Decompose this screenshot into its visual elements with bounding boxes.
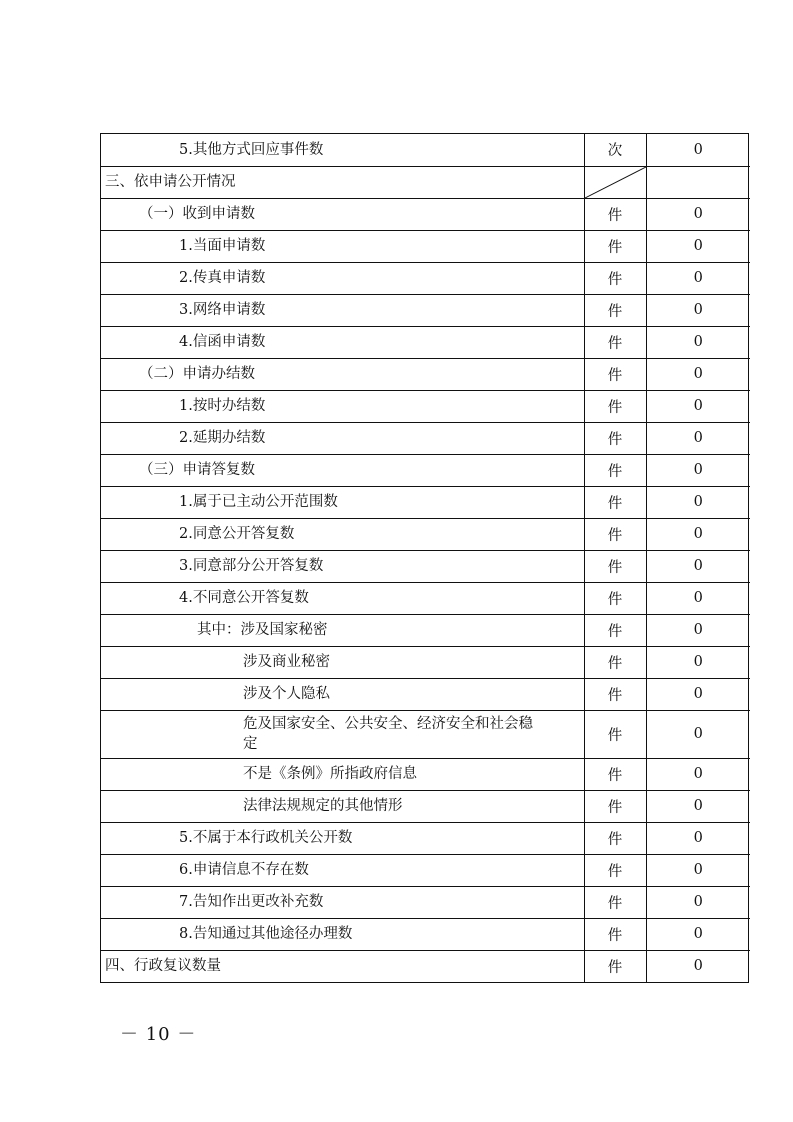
row-label: 1.按时办结数	[101, 390, 584, 422]
row-label: 2.延期办结数	[101, 422, 584, 454]
table-row	[101, 262, 750, 294]
row-label: （二）申请办结数	[101, 358, 584, 390]
row-unit: 件	[584, 646, 646, 678]
table-row	[101, 918, 750, 950]
table-row	[101, 822, 750, 854]
row-label: 其中：涉及国家秘密	[101, 614, 584, 646]
row-unit: 件	[584, 390, 646, 422]
table-row	[101, 390, 750, 422]
row-value: 0	[646, 422, 750, 454]
table-row	[101, 166, 750, 198]
row-value: 0	[646, 294, 750, 326]
row-unit: 件	[584, 886, 646, 918]
row-unit: 件	[584, 758, 646, 790]
row-unit: 件	[584, 262, 646, 294]
row-value: 0	[646, 518, 750, 550]
row-unit: 件	[584, 790, 646, 822]
table-row	[101, 422, 750, 454]
row-value: 0	[646, 582, 750, 614]
row-value	[646, 166, 750, 198]
row-label: 5.不属于本行政机关公开数	[101, 822, 584, 854]
page-number: － 10 －	[120, 1024, 197, 1045]
statistics-table-body	[101, 134, 750, 982]
row-label: 1.属于已主动公开范围数	[101, 486, 584, 518]
table-row	[101, 198, 750, 230]
row-unit: 件	[584, 486, 646, 518]
row-value: 0	[646, 790, 750, 822]
table-row	[101, 614, 750, 646]
row-unit: 件	[584, 230, 646, 262]
row-value: 0	[646, 710, 750, 758]
row-value: 0	[646, 678, 750, 710]
row-unit: 件	[584, 918, 646, 950]
table-row	[101, 358, 750, 390]
diagonal-cell	[584, 166, 646, 198]
row-value: 0	[646, 326, 750, 358]
table-row	[101, 486, 750, 518]
row-value: 0	[646, 134, 750, 166]
row-value: 0	[646, 198, 750, 230]
row-label: 2.传真申请数	[101, 262, 584, 294]
row-unit: 件	[584, 518, 646, 550]
row-unit: 件	[584, 422, 646, 454]
table-row	[101, 886, 750, 918]
row-value: 0	[646, 230, 750, 262]
row-unit: 件	[584, 950, 646, 982]
row-label: 3.网络申请数	[101, 294, 584, 326]
row-value: 0	[693, 958, 703, 975]
row-label: （一）收到申请数	[101, 198, 584, 230]
row-unit: 件	[584, 454, 646, 486]
row-unit: 件	[584, 582, 646, 614]
row-label: 1.当面申请数	[101, 230, 584, 262]
row-label: 涉及商业秘密	[101, 646, 584, 678]
row-value: 0	[646, 758, 750, 790]
row-unit: 件	[584, 854, 646, 886]
row-label: 危及国家安全、公共安全、经济安全和社会稳定	[101, 710, 584, 758]
table-row	[101, 134, 750, 166]
row-label: 法律法规规定的其他情形	[101, 790, 584, 822]
table-row	[101, 758, 750, 790]
row-value: 0	[646, 822, 750, 854]
row-value: 0	[646, 358, 750, 390]
row-label: 2.同意公开答复数	[101, 518, 584, 550]
table-row	[101, 550, 750, 582]
row-label: 三、依申请公开情况	[101, 166, 584, 198]
row-unit: 件	[584, 358, 646, 390]
table-row	[101, 854, 750, 886]
row-label: 8.告知通过其他途径办理数	[101, 918, 584, 950]
table-row	[101, 582, 750, 614]
row-value: 0	[646, 918, 750, 950]
row-unit: 件	[584, 822, 646, 854]
row-unit: 件	[584, 294, 646, 326]
table-row	[101, 646, 750, 678]
table-row	[101, 326, 750, 358]
row-value: 0	[646, 614, 750, 646]
row-unit: 件	[584, 550, 646, 582]
row-value: 0	[646, 886, 750, 918]
row-value: 0	[646, 854, 750, 886]
row-label: （三）申请答复数	[101, 454, 584, 486]
row-label: 四、行政复议数量	[101, 950, 584, 982]
row-label: 6.申请信息不存在数	[101, 854, 584, 886]
row-unit: 件	[584, 198, 646, 230]
row-label: 3.同意部分公开答复数	[101, 550, 584, 582]
row-unit: 件	[584, 326, 646, 358]
table-row	[101, 230, 750, 262]
row-unit: 次	[584, 134, 646, 166]
row-label: 5.其他方式回应事件数	[101, 134, 584, 166]
row-label: 4.信函申请数	[101, 326, 584, 358]
row-value: 0	[646, 646, 750, 678]
row-label: 涉及个人隐私	[101, 678, 584, 710]
row-value: 0	[646, 390, 750, 422]
row-value: 0	[646, 550, 750, 582]
statistics-table	[100, 133, 749, 983]
row-unit: 件	[584, 614, 646, 646]
row-label: 不是《条例》所指政府信息	[101, 758, 584, 790]
table-row	[101, 518, 750, 550]
row-unit: 件	[584, 678, 646, 710]
row-label: 4.不同意公开答复数	[101, 582, 584, 614]
table-row	[101, 678, 750, 710]
table-row	[101, 454, 750, 486]
row-value: 0	[646, 454, 750, 486]
table-row	[101, 950, 750, 982]
row-unit: 件	[584, 710, 646, 758]
row-label: 7.告知作出更改补充数	[101, 886, 584, 918]
table-row	[101, 710, 750, 758]
table-row	[101, 294, 750, 326]
row-value: 0	[646, 262, 750, 294]
table-row	[101, 790, 750, 822]
diagonal-line	[585, 167, 646, 198]
row-value: 0	[646, 486, 750, 518]
